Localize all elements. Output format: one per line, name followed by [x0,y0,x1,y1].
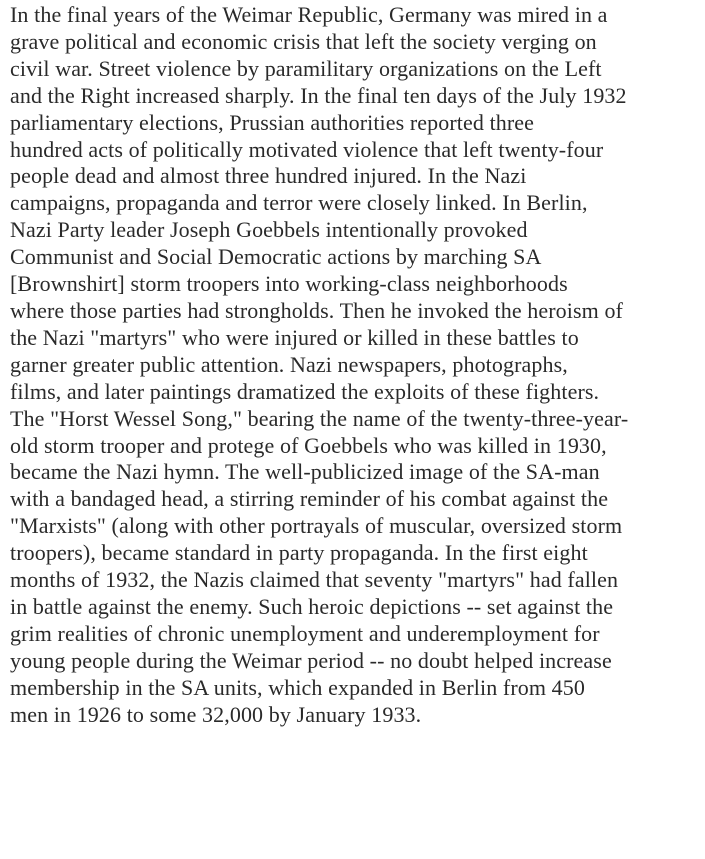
paragraph-line: young people during the Weimar period -- no doubt helped increase [10,647,612,673]
paragraph-line: The "Horst Wessel Song," bearing the name of the twenty-three-year- [10,405,629,431]
paragraph-line: grave political and economic crisis that left the society verging on [10,28,597,54]
paragraph-line: "Marxists" (along with other portrayals of muscular, oversized storm [10,513,623,539]
paragraph-line: with a bandaged head, a stirring reminder of his combat against the [10,486,609,512]
paragraph-line: hundred acts of politically motivated violence that left twenty-four [10,136,604,162]
paragraph-line: old storm trooper and protege of Goebbels who was killed in 1930, [10,432,607,458]
paragraph-line: in battle against the enemy. Such heroic depictions -- set against the [10,593,614,619]
paragraph-line: became the Nazi hymn. The well-publicized image of the SA-man [10,459,600,485]
paragraph-line: months of 1932, the Nazis claimed that seventy "martyrs" had fallen [10,567,619,593]
document-paragraph [10,2,628,728]
paragraph-line: grim realities of chronic unemployment and underemployment for [10,620,600,646]
paragraph-line: [Brownshirt] storm troopers into working-class neighborhoods [10,271,568,297]
paragraph-line: films, and later paintings dramatized the exploits of these fighters. [10,378,600,404]
paragraph-line: membership in the SA units, which expanded in Berlin from 450 [10,674,585,700]
paragraph-line: and the Right increased sharply. In the final ten days of the July 1932 [10,82,627,108]
paragraph-line: where those parties had strongholds. Then he invoked the heroism of [10,297,623,323]
paragraph-line: the Nazi "martyrs" who were injured or killed in these battles to [10,324,579,350]
paragraph-line: Nazi Party leader Joseph Goebbels intentionally provoked [10,217,528,243]
paragraph-line: garner greater public attention. Nazi newspapers, photographs, [10,351,568,377]
paragraph-line: In the final years of the Weimar Republic, Germany was mired in a [10,2,608,27]
paragraph-line: campaigns, propaganda and terror were closely linked. In Berlin, [10,190,588,216]
paragraph-line: people dead and almost three hundred injured. In the Nazi [10,163,527,189]
paragraph-line: troopers), became standard in party propaganda. In the first eight [10,540,588,566]
paragraph-line: parliamentary elections, Prussian authorities reported three [10,109,535,135]
paragraph-line: men in 1926 to some 32,000 by January 1933. [10,701,422,727]
paragraph-line: civil war. Street violence by paramilitary organizations on the Left [10,55,602,81]
paragraph-line: Communist and Social Democratic actions by marching SA [10,244,542,270]
